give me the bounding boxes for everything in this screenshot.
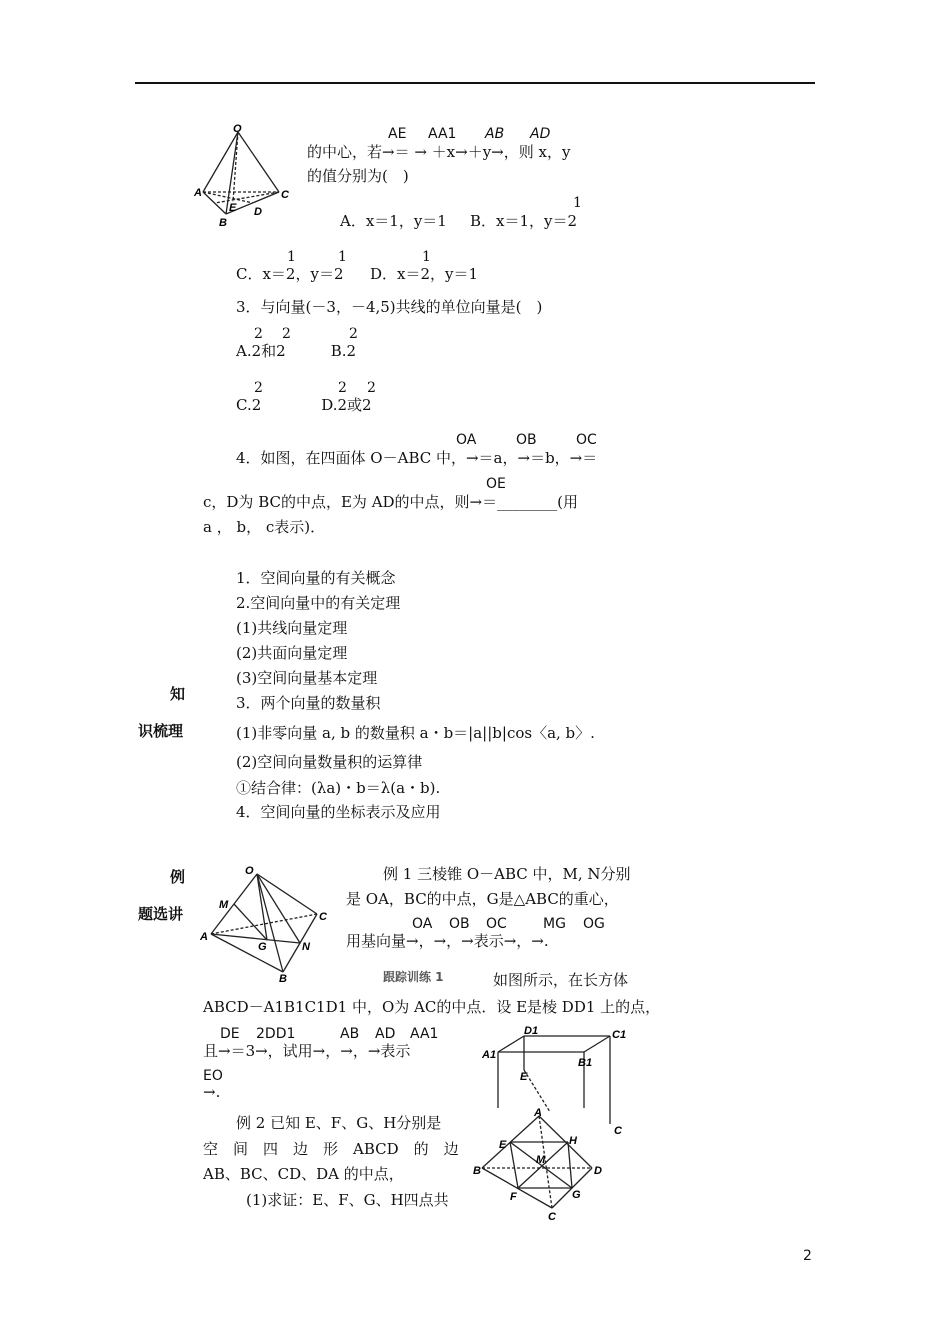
ex1-vec-label-mg: MG [543,916,566,932]
knowledge-item-3: (1)共线向量定理 [236,619,348,637]
knowledge-item-2: 2.空间向量中的有关定理 [236,594,401,612]
track-vec-label-aa1: AA1 [410,1026,439,1042]
ex2-line1: 例 2 已知 E、F、G、H分别是 [236,1114,442,1132]
q2-optC-num2: 1 [338,249,347,265]
track-line1: 如图所示，在长方体 [493,971,629,989]
box-fig-label-B1: B1 [578,1057,593,1069]
track-vec-label-de: DE [220,1026,240,1042]
fig-label-O: O [233,123,242,135]
q2-line2: 的值分别为( ) [307,167,409,185]
q2-optD-num: 1 [422,249,431,265]
ex1-fig-label-G: G [258,941,267,953]
fig-label-C: C [281,189,289,201]
ex2-line3: AB、BC、CD、DA 的中点， [203,1165,404,1183]
header-rule [135,82,815,84]
box-fig-label-A1: A1 [482,1049,497,1061]
box-fig-label-C: C [614,1125,622,1137]
q4-vec-label-oa: OA [456,432,477,448]
q4-vec-label-oc: OC [576,432,597,448]
quad-fig-label-E: E [499,1139,507,1151]
fig-label-E: E [229,202,237,214]
knowledge-item-8: (2)空间向量数量积的运算律 [236,753,423,771]
example-side-label-2: 题选讲 [138,905,184,923]
track-vec-label-ad: AD [375,1026,396,1042]
q3-numB: 2 [349,326,358,342]
ex2-line2: 空 间 四 边 形 ABCD 的 边 [203,1140,459,1158]
ex1-fig-label-O: O [245,865,254,877]
track-line4: →. [203,1083,221,1101]
q2-option-d: D．x＝2，y＝1 [370,265,479,283]
ex1-vec-label-oc: OC [486,916,507,932]
q3-options-cd: C.2 D.2或2 [236,396,372,414]
quad-fig-label-G: G [572,1189,581,1201]
q2-option-c: C．x＝2，y＝2 [236,265,344,283]
q2-vec-label-ab: AB [485,126,505,142]
q3-numA1: 2 [254,326,263,342]
page-number: 2 [803,1248,812,1264]
box-fig-label-E: E [520,1071,528,1083]
knowledge-item-5: (3)空间向量基本定理 [236,669,378,687]
section-side-label-2: 识梳理 [138,722,184,740]
q2-line1: 的中心，若→＝ → ＋x→＋y→，则 x，y [307,143,571,161]
section-side-label-1: 知 [170,685,186,703]
q3-numD1: 2 [338,380,347,396]
q3-numD2: 2 [367,380,376,396]
q2-vec-label-aa1: AA1 [428,126,457,142]
box-fig-label-D1: D1 [524,1025,539,1037]
quad-fig-label-H: H [569,1135,577,1147]
quad-fig-label-A: A [534,1107,542,1119]
knowledge-item-7: (1)非零向量 a, b 的数量积 a・b＝|a||b|cos〈a, b〉. [236,724,595,742]
ex1-line1: 例 1 三棱锥 O－ABC 中，M, N分别 [383,865,631,883]
fig-label-B: B [219,217,227,229]
quad-fig-label-M: M [536,1154,546,1166]
q3-numA2: 2 [282,326,291,342]
ex1-fig-label-B: B [279,973,287,984]
knowledge-item-6: 3．两个向量的数量积 [236,694,381,712]
pyramid-figure-ex1 [197,862,337,984]
knowledge-item-1: 1．空间向量的有关概念 [236,569,396,587]
track-vec-label-2dd1: 2DD1 [256,1026,296,1042]
q4-line3: a ， b， c表示)． [203,518,326,536]
q4-vec-label-ob: OB [516,432,537,448]
ex1-fig-label-C: C [319,911,327,923]
track-line2: ABCD－A1B1C1D1 中，O为 AC的中点．设 E是棱 DD1 上的点， [203,998,661,1016]
fig-label-D: D [254,206,262,218]
ex1-fig-label-A: A [200,931,208,943]
q4-vec-label-oe: OE [486,476,506,492]
q2-vec-label-ae: AE [388,126,407,142]
q2-optB-num: 1 [573,195,582,211]
ex1-line2: 是 OA，BC的中点，G是△ABC的重心， [346,890,619,908]
ex1-fig-label-M: M [219,899,229,911]
track-vec-label-eo: EO [203,1068,223,1084]
box-fig-label-C1: C1 [612,1029,627,1041]
q2-option-b: B．x＝1，y＝2 [470,212,578,230]
quad-fig-label-C: C [548,1211,556,1222]
space-quadrilateral-figure [472,1104,612,1222]
knowledge-item-4: (2)共面向量定理 [236,644,348,662]
ex1-line3: 用基向量→，→，→表示→，→. [346,932,549,950]
example-side-label-1: 例 [170,868,186,886]
track-training-label: 跟踪训练 1 [383,970,444,984]
ex1-fig-label-N: N [302,941,310,953]
quad-fig-label-D: D [594,1165,602,1177]
ex2-line4: (1)求证：E、F、G、H四点共 [246,1191,449,1209]
quad-fig-label-F: F [510,1191,517,1203]
quad-fig-label-B: B [473,1165,481,1177]
ex1-vec-label-oa: OA [412,916,433,932]
knowledge-item-10: 4．空间向量的坐标表示及应用 [236,803,441,821]
q3-options-ab: A.2和2 B.2 [236,342,357,360]
fig-label-A: A [194,187,202,199]
track-vec-label-ab: AB [340,1026,360,1042]
track-line3: 且→＝3→，试用→，→，→表示 [203,1042,411,1060]
q3-question: 3．与向量(－3，－4,5)共线的单位向量是( ) [236,298,543,316]
ex1-vec-label-og: OG [583,916,605,932]
q2-vec-label-ad: AD [530,126,551,142]
q4-line2: c，D为 BC的中点，E为 AD的中点，则→＝________(用 [203,493,578,511]
q2-option-a: A．x＝1，y＝1 [340,212,447,230]
q2-optC-num1: 1 [287,249,296,265]
knowledge-item-9: ①结合律：(λa)・b＝λ(a・b). [236,779,441,797]
q3-numC: 2 [254,380,263,396]
tetrahedron-figure-q2 [193,122,293,230]
ex1-vec-label-ob: OB [449,916,470,932]
q4-line1: 4．如图，在四面体 O－ABC 中，→＝a，→＝b，→＝ [236,449,598,467]
